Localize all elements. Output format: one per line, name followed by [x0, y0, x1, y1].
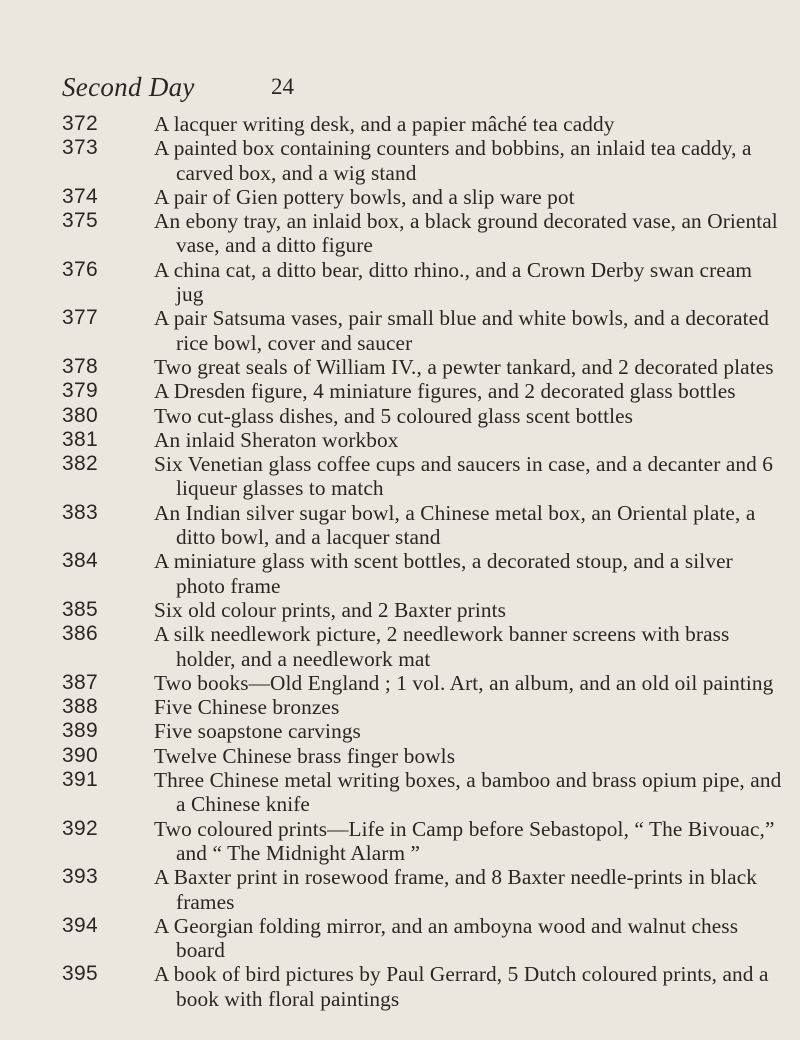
- lot-number: 384: [62, 549, 98, 573]
- lot-description: Five Chinese bronzes: [154, 695, 340, 720]
- lot-number: 390: [62, 743, 98, 767]
- lot-number: 378: [62, 354, 98, 378]
- lot-description: A silk needlework picture, 2 needlework banner screens with brass holder, and a needlework mat: [154, 622, 730, 671]
- lot-number: 379: [62, 379, 98, 403]
- lot-description: An Indian silver sugar bowl, a Chinese metal box, an Oriental plate, a ditto bowl, and a lacquer stand: [154, 500, 756, 550]
- lot-entry: [62, 452, 782, 501]
- lot-number: 393: [62, 865, 98, 889]
- lot-description: Three Chinese metal writing boxes, a bamboo and brass opium pipe, and a Chinese knife: [154, 768, 782, 817]
- lot-description: A book of bird pictures by Paul Gerrard, 5 Dutch coloured prints, and a book with floral paintings: [154, 962, 769, 1011]
- lot-description: An ebony tray, an inlaid box, a black ground decorated vase, an Oriental vase, and a ditto figure: [154, 209, 778, 258]
- lot-description: A pair Satsuma vases, pair small blue and white bowls, and a decorated rice bowl, cover and saucer: [154, 306, 769, 355]
- lot-number: 386: [62, 622, 98, 646]
- lot-entry: [62, 671, 782, 695]
- lot-number: 375: [62, 209, 98, 233]
- lot-entry: [62, 428, 782, 452]
- lot-entry: [62, 719, 782, 743]
- lot-number: 382: [62, 452, 98, 476]
- lot-description: A Baxter print in rosewood frame, and 8 Baxter needle-prints in black frames: [154, 865, 758, 914]
- lot-description: Six old colour prints, and 2 Baxter prints: [154, 597, 507, 622]
- lot-description: A miniature glass with scent bottles, a decorated stoup, and a silver photo frame: [154, 549, 733, 598]
- lot-entry: [62, 962, 782, 1011]
- lot-description: A Georgian folding mirror, and an amboyna wood and walnut chess board: [154, 913, 739, 963]
- lot-number: 395: [62, 962, 98, 986]
- lot-description: Two coloured prints—Life in Camp before Sebastopol, “ The Bivouac,” and “ The Midnight Alarm ”: [154, 816, 775, 865]
- lot-description: A pair of Gien pottery bowls, and a slip ware pot: [154, 184, 575, 209]
- lot-description: Two great seals of William IV., a pewter tankard, and 2 decorated plates: [154, 354, 774, 379]
- lot-entry: [62, 817, 782, 866]
- lot-entry: [62, 379, 782, 403]
- page-number: 24: [271, 74, 294, 99]
- lot-number: 374: [62, 184, 98, 208]
- lot-entry: [62, 501, 782, 550]
- lot-number: 383: [62, 500, 98, 524]
- lot-description: An inlaid Sheraton workbox: [154, 427, 399, 452]
- lot-description: A painted box containing counters and bobbins, an inlaid tea caddy, a carved box, and a wig stand: [154, 136, 752, 185]
- lot-description: Six Venetian glass coffee cups and saucers in case, and a decanter and 6 liqueur glasses to match: [154, 452, 774, 501]
- lot-entry: [62, 404, 782, 428]
- lot-number: 380: [62, 403, 98, 427]
- lot-entry: [62, 768, 782, 817]
- lot-description: A lacquer writing desk, and a papier mâché tea caddy: [154, 112, 615, 136]
- lot-description: A Dresden figure, 4 miniature figures, and 2 decorated glass bottles: [154, 379, 736, 404]
- lot-entry: [62, 258, 782, 307]
- lot-number: 387: [62, 670, 98, 694]
- lot-number: 391: [62, 768, 98, 792]
- lot-entry: [62, 136, 782, 185]
- lot-entry: [62, 865, 782, 914]
- lot-entry: [62, 112, 782, 136]
- lot-entry: [62, 622, 782, 671]
- lot-description: Five soapstone carvings: [154, 719, 361, 744]
- lot-number: 388: [62, 695, 98, 719]
- lot-description: Twelve Chinese brass finger bowls: [154, 743, 456, 768]
- lot-number: 376: [62, 257, 98, 281]
- lot-number: 394: [62, 913, 98, 937]
- lot-entry: [62, 695, 782, 719]
- lot-number: 373: [62, 136, 98, 160]
- lot-entry: [62, 549, 782, 598]
- section-title: Second Day: [62, 72, 195, 102]
- lot-entry: [62, 355, 782, 379]
- lot-entry: [62, 185, 782, 209]
- lot-entry: [62, 598, 782, 622]
- lot-list: [62, 112, 782, 1011]
- lot-number: 372: [62, 112, 98, 135]
- lot-description: A china cat, a ditto bear, ditto rhino., and a Crown Derby swan cream jug: [154, 257, 753, 307]
- lot-entry: [62, 209, 782, 258]
- lot-description: Two cut-glass dishes, and 5 coloured glass scent bottles: [154, 403, 634, 428]
- lot-description: Two books—Old England ; 1 vol. Art, an album, and an old oil painting: [154, 670, 774, 695]
- lot-entry: [62, 744, 782, 768]
- lot-entry: [62, 306, 782, 355]
- lot-number: 392: [62, 816, 98, 840]
- lot-entry: [62, 914, 782, 963]
- page-header: [62, 72, 762, 106]
- lot-number: 385: [62, 597, 98, 621]
- lot-number: 377: [62, 306, 98, 330]
- lot-number: 389: [62, 719, 98, 743]
- lot-number: 381: [62, 427, 98, 451]
